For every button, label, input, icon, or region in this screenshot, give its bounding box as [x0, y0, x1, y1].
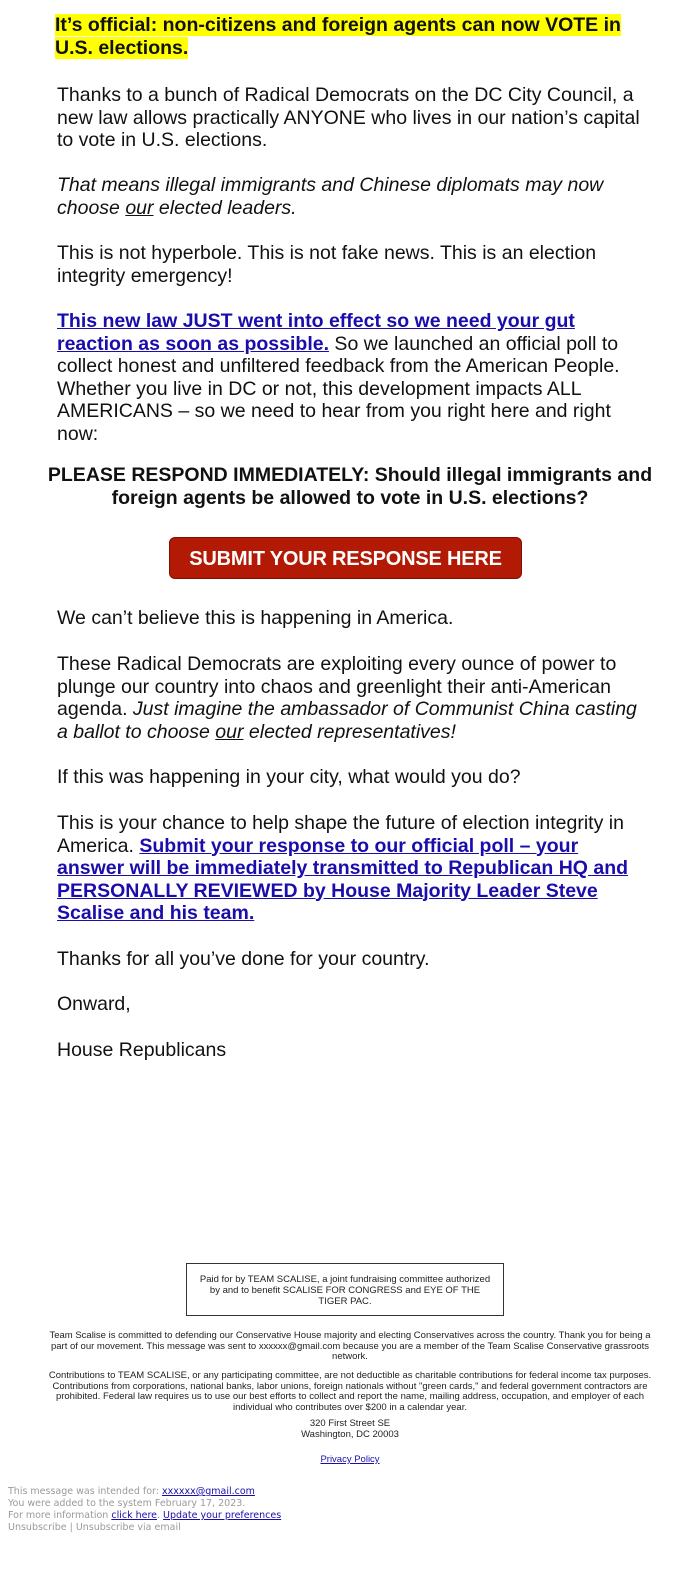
update-preferences-link[interactable]: Update your preferences — [163, 1510, 282, 1521]
footer-more-prefix: For more information — [8, 1510, 112, 1521]
submit-response-button[interactable]: SUBMIT YOUR RESPONSE HERE — [169, 537, 522, 579]
address-line-2: Washington, DC 20003 — [301, 1429, 399, 1440]
poll-paragraph — [57, 310, 643, 445]
disclaimer-committed: Team Scalise is committed to defending our Conservative House majority and electing Conservatives across the country. Thank you for being a part of our movement. This message was sent to xxxxxx@gmail.com because you are a member of the Team Scalise Conservative grassroots network. — [49, 1330, 651, 1362]
cant-believe-paragraph: We can’t believe this is happening in America. — [57, 607, 454, 629]
radical-democrats-paragraph — [57, 653, 643, 743]
footer-intended — [8, 1486, 255, 1498]
unsubscribe-email-link[interactable]: Unsubscribe via email — [75, 1522, 181, 1533]
shape-future-text: This is your chance to help shape the future of election integrity in America. — [57, 812, 624, 857]
submit-poll-link[interactable]: Submit your response to our official poll – your answer will be immediately transmitted to Republican HQ and PERSONALLY REVIEWED by House Majority Leader Steve Scalise and his team. — [57, 834, 629, 924]
footer-unsubscribe — [8, 1522, 181, 1534]
poll-paragraph-text: So we launched an official poll to collect honest and unfiltered feedback from the American People. Whether you live in DC or not, this development impacts ALL AMERICANS – so we need to hear from you right here and right now: — [57, 332, 620, 445]
imagine-italic-before: Just imagine the ambassador of Communist China casting a ballot to choose — [57, 698, 637, 743]
signoff: Onward, — [57, 993, 131, 1015]
shape-future-paragraph — [57, 812, 643, 925]
your-city-paragraph: If this was happening in your city, what would you do? — [57, 766, 521, 788]
underlined-our-2: our — [215, 720, 244, 743]
privacy-policy — [0, 1454, 700, 1465]
imagine-italic-after: elected representatives! — [243, 720, 456, 743]
italic-paragraph — [57, 174, 643, 219]
privacy-policy-link[interactable]: Privacy Policy — [320, 1454, 380, 1465]
footer-more-info — [8, 1510, 281, 1522]
headline-text: It’s official: non-citizens and foreign agents can now VOTE in U.S. elections. — [55, 14, 621, 59]
thanks-paragraph: Thanks for all you’ve done for your country. — [57, 948, 430, 970]
footer-email-link[interactable]: xxxxxx@gmail.com — [162, 1486, 255, 1497]
signature: House Republicans — [57, 1039, 227, 1061]
emergency-paragraph: This is not hyperbole. This is not fake news. This is an election integrity emergency! — [57, 242, 597, 287]
footer-added: You were added to the system February 17, 2023. — [8, 1498, 246, 1509]
click-here-link[interactable]: click here — [111, 1510, 157, 1521]
footer-intended-prefix: This message was intended for: — [8, 1486, 162, 1497]
italic-text-before: That means illegal immigrants and Chinese diplomats may now choose — [57, 174, 604, 219]
footer-sep: . — [157, 1510, 164, 1521]
radical-text: These Radical Democrats are exploiting every ounce of power to plunge our country into chaos and greenlight their anti-American agenda. — [57, 653, 617, 720]
unsubscribe-link[interactable]: Unsubscribe — [8, 1522, 67, 1533]
address-line-1: 320 First Street SE — [309, 1418, 391, 1429]
disclaimer-contributions: Contributions to TEAM SCALISE, or any participating committee, are not deductible as charitable contributions for federal income tax purposes. Contributions from corporations, national banks, labor unions, foreign nationals without "green cards," and federal government contractors are prohibited. Federal law requires us to use our best efforts to collect and report the name, mailing address, occupation, and employer of each individual who contributes over $200 in a calendar year. — [48, 1370, 652, 1413]
poll-question: PLEASE RESPOND IMMEDIATELY: Should illegal immigrants and foreign agents be allowed to vote in U.S. elections? — [47, 464, 653, 509]
headline — [55, 14, 645, 59]
intro-paragraph: Thanks to a bunch of Radical Democrats on the DC City Council, a new law allows practically ANYONE who lives in our nation’s capital to vote in U.S. elections. — [57, 84, 640, 151]
underlined-our: our — [125, 196, 154, 219]
italic-text-after: elected leaders. — [153, 196, 297, 219]
gut-reaction-link[interactable]: This new law JUST went into effect so we need your gut reaction as soon as possible. — [57, 310, 575, 355]
footer-divider: | — [66, 1522, 76, 1533]
paid-for-box: Paid for by TEAM SCALISE, a joint fundraising committee authorized by and to benefit SCALISE FOR CONGRESS and EYE OF THE TIGER PAC. — [186, 1263, 504, 1316]
